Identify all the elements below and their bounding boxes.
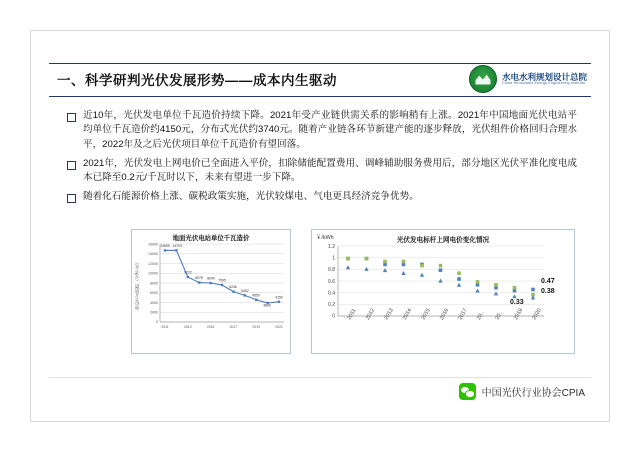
list-item <box>67 109 577 152</box>
logo-name-cn: 水电水利规划设计总院 <box>501 71 587 82</box>
svg-text:2019: 2019 <box>513 307 525 321</box>
wechat-credit <box>459 383 585 400</box>
svg-text:2019: 2019 <box>252 325 260 329</box>
svg-text:0.2: 0.2 <box>328 302 335 309</box>
annotation-033: 0.33 <box>510 299 524 306</box>
chart-title-right: 光伏发电标杆上网电价变化情况 <box>396 237 490 244</box>
wechat-icon <box>459 383 476 400</box>
list-item <box>67 157 577 186</box>
svg-text:4550: 4550 <box>252 293 260 298</box>
svg-text:4150: 4150 <box>275 295 283 300</box>
svg-text:14695: 14695 <box>160 244 170 249</box>
svg-text:2015: 2015 <box>420 307 432 321</box>
svg-text:1: 1 <box>332 255 335 262</box>
charts-row <box>63 229 579 354</box>
svg-text:0.6: 0.6 <box>328 278 335 285</box>
creei-logo-icon <box>469 65 497 93</box>
svg-text:5452: 5452 <box>241 289 249 293</box>
svg-text:14703: 14703 <box>172 244 182 248</box>
list-item <box>67 190 577 204</box>
chart-title-left: 地面光伏电站单位千瓦造价 <box>172 235 250 242</box>
header-rule-bottom <box>49 96 591 97</box>
svg-text:2011: 2011 <box>161 325 169 329</box>
slide-footer <box>31 377 609 411</box>
svg-text:2000: 2000 <box>150 310 158 315</box>
svg-text:20..: 20.. <box>476 310 486 321</box>
svg-text:8078: 8078 <box>195 276 203 281</box>
svg-text:0.4: 0.4 <box>328 290 335 297</box>
svg-text:0: 0 <box>332 313 335 320</box>
chart-right-canvas <box>312 230 574 348</box>
svg-text:20..: 20.. <box>494 310 505 321</box>
bullet-text: 2021年，光伏发电上网电价已全面进入平价，扣除储能配置费用、调峰辅助服务费用后，部分地区光伏平准化度电成本已降至0.2元/千瓦时以下，未来有望进一步下降。 <box>83 157 577 184</box>
logo-name-en: China Renewable Energy Engineering Institute <box>501 80 586 85</box>
svg-text:2013: 2013 <box>184 325 192 329</box>
bullet-text: 近10年，光伏发电单位千瓦造价持续下降。2021年受产业链供需关系的影响稍有上涨。2021年中国地面光伏电站平均单位千瓦造价约4150元，分布式光伏约3740元。随着产业链各环节新建产能的逐步释放，光伏组件价格回归合理水平，2022年及之后光伏项目单位千瓦造价有望回落。 <box>83 110 577 150</box>
svg-text:0: 0 <box>156 320 158 324</box>
svg-text:7595: 7595 <box>218 278 226 283</box>
svg-text:2017: 2017 <box>229 325 238 329</box>
svg-text:12000: 12000 <box>148 261 158 266</box>
svg-text:10000: 10000 <box>148 271 158 276</box>
slide <box>30 30 610 422</box>
svg-text:2021: 2021 <box>275 325 283 329</box>
svg-text:2017: 2017 <box>457 307 469 321</box>
svg-text:2013: 2013 <box>383 307 395 321</box>
svg-text:8000: 8000 <box>207 276 215 281</box>
header-rule-top <box>49 63 591 64</box>
bullet-square-icon <box>67 113 76 122</box>
svg-text:3890: 3890 <box>263 303 271 308</box>
svg-text:14000: 14000 <box>148 252 158 256</box>
svg-text:2011: 2011 <box>346 307 358 321</box>
svg-text:4000: 4000 <box>150 300 158 305</box>
svg-text:1.2: 1.2 <box>328 243 335 250</box>
svg-text:2012: 2012 <box>365 307 377 321</box>
page-title: 一、科学研判光伏发展形势——成本内生驱动 <box>57 73 337 88</box>
svg-text:2015: 2015 <box>206 325 215 329</box>
bullet-square-icon <box>67 194 76 203</box>
slide-header <box>31 63 609 97</box>
organization-logo <box>469 66 587 92</box>
wechat-label: 中国光伏行业协会CPIA <box>481 388 585 399</box>
chart-yunit-right: ￥/kWh <box>316 235 334 241</box>
chart-left-canvas <box>132 230 290 342</box>
bullet-text: 随着化石能源价格上涨、碳税政策实施，光伏较煤电、气电更具经济竞争优势。 <box>83 191 419 203</box>
chart-cost-per-kw <box>131 229 291 354</box>
chart-ylabel-left: 单位千瓦造价（元/千瓦） <box>134 260 139 310</box>
bullet-square-icon <box>67 161 76 170</box>
svg-text:6000: 6000 <box>150 291 158 295</box>
svg-text:9222: 9222 <box>184 270 192 275</box>
svg-text:8000: 8000 <box>150 281 158 286</box>
annotation-047: 0.47 <box>541 278 555 285</box>
svg-text:2014: 2014 <box>402 307 414 321</box>
svg-text:2020: 2020 <box>531 307 543 321</box>
annotation-038: 0.38 <box>541 288 555 295</box>
svg-text:6246: 6246 <box>229 285 237 290</box>
svg-text:16000: 16000 <box>148 242 158 247</box>
bullet-list <box>67 109 577 210</box>
svg-text:0.8: 0.8 <box>328 267 335 274</box>
footer-divider <box>49 377 591 378</box>
logo-text <box>502 73 587 86</box>
svg-text:2016: 2016 <box>439 307 451 321</box>
chart-tariff-trend <box>311 229 575 354</box>
